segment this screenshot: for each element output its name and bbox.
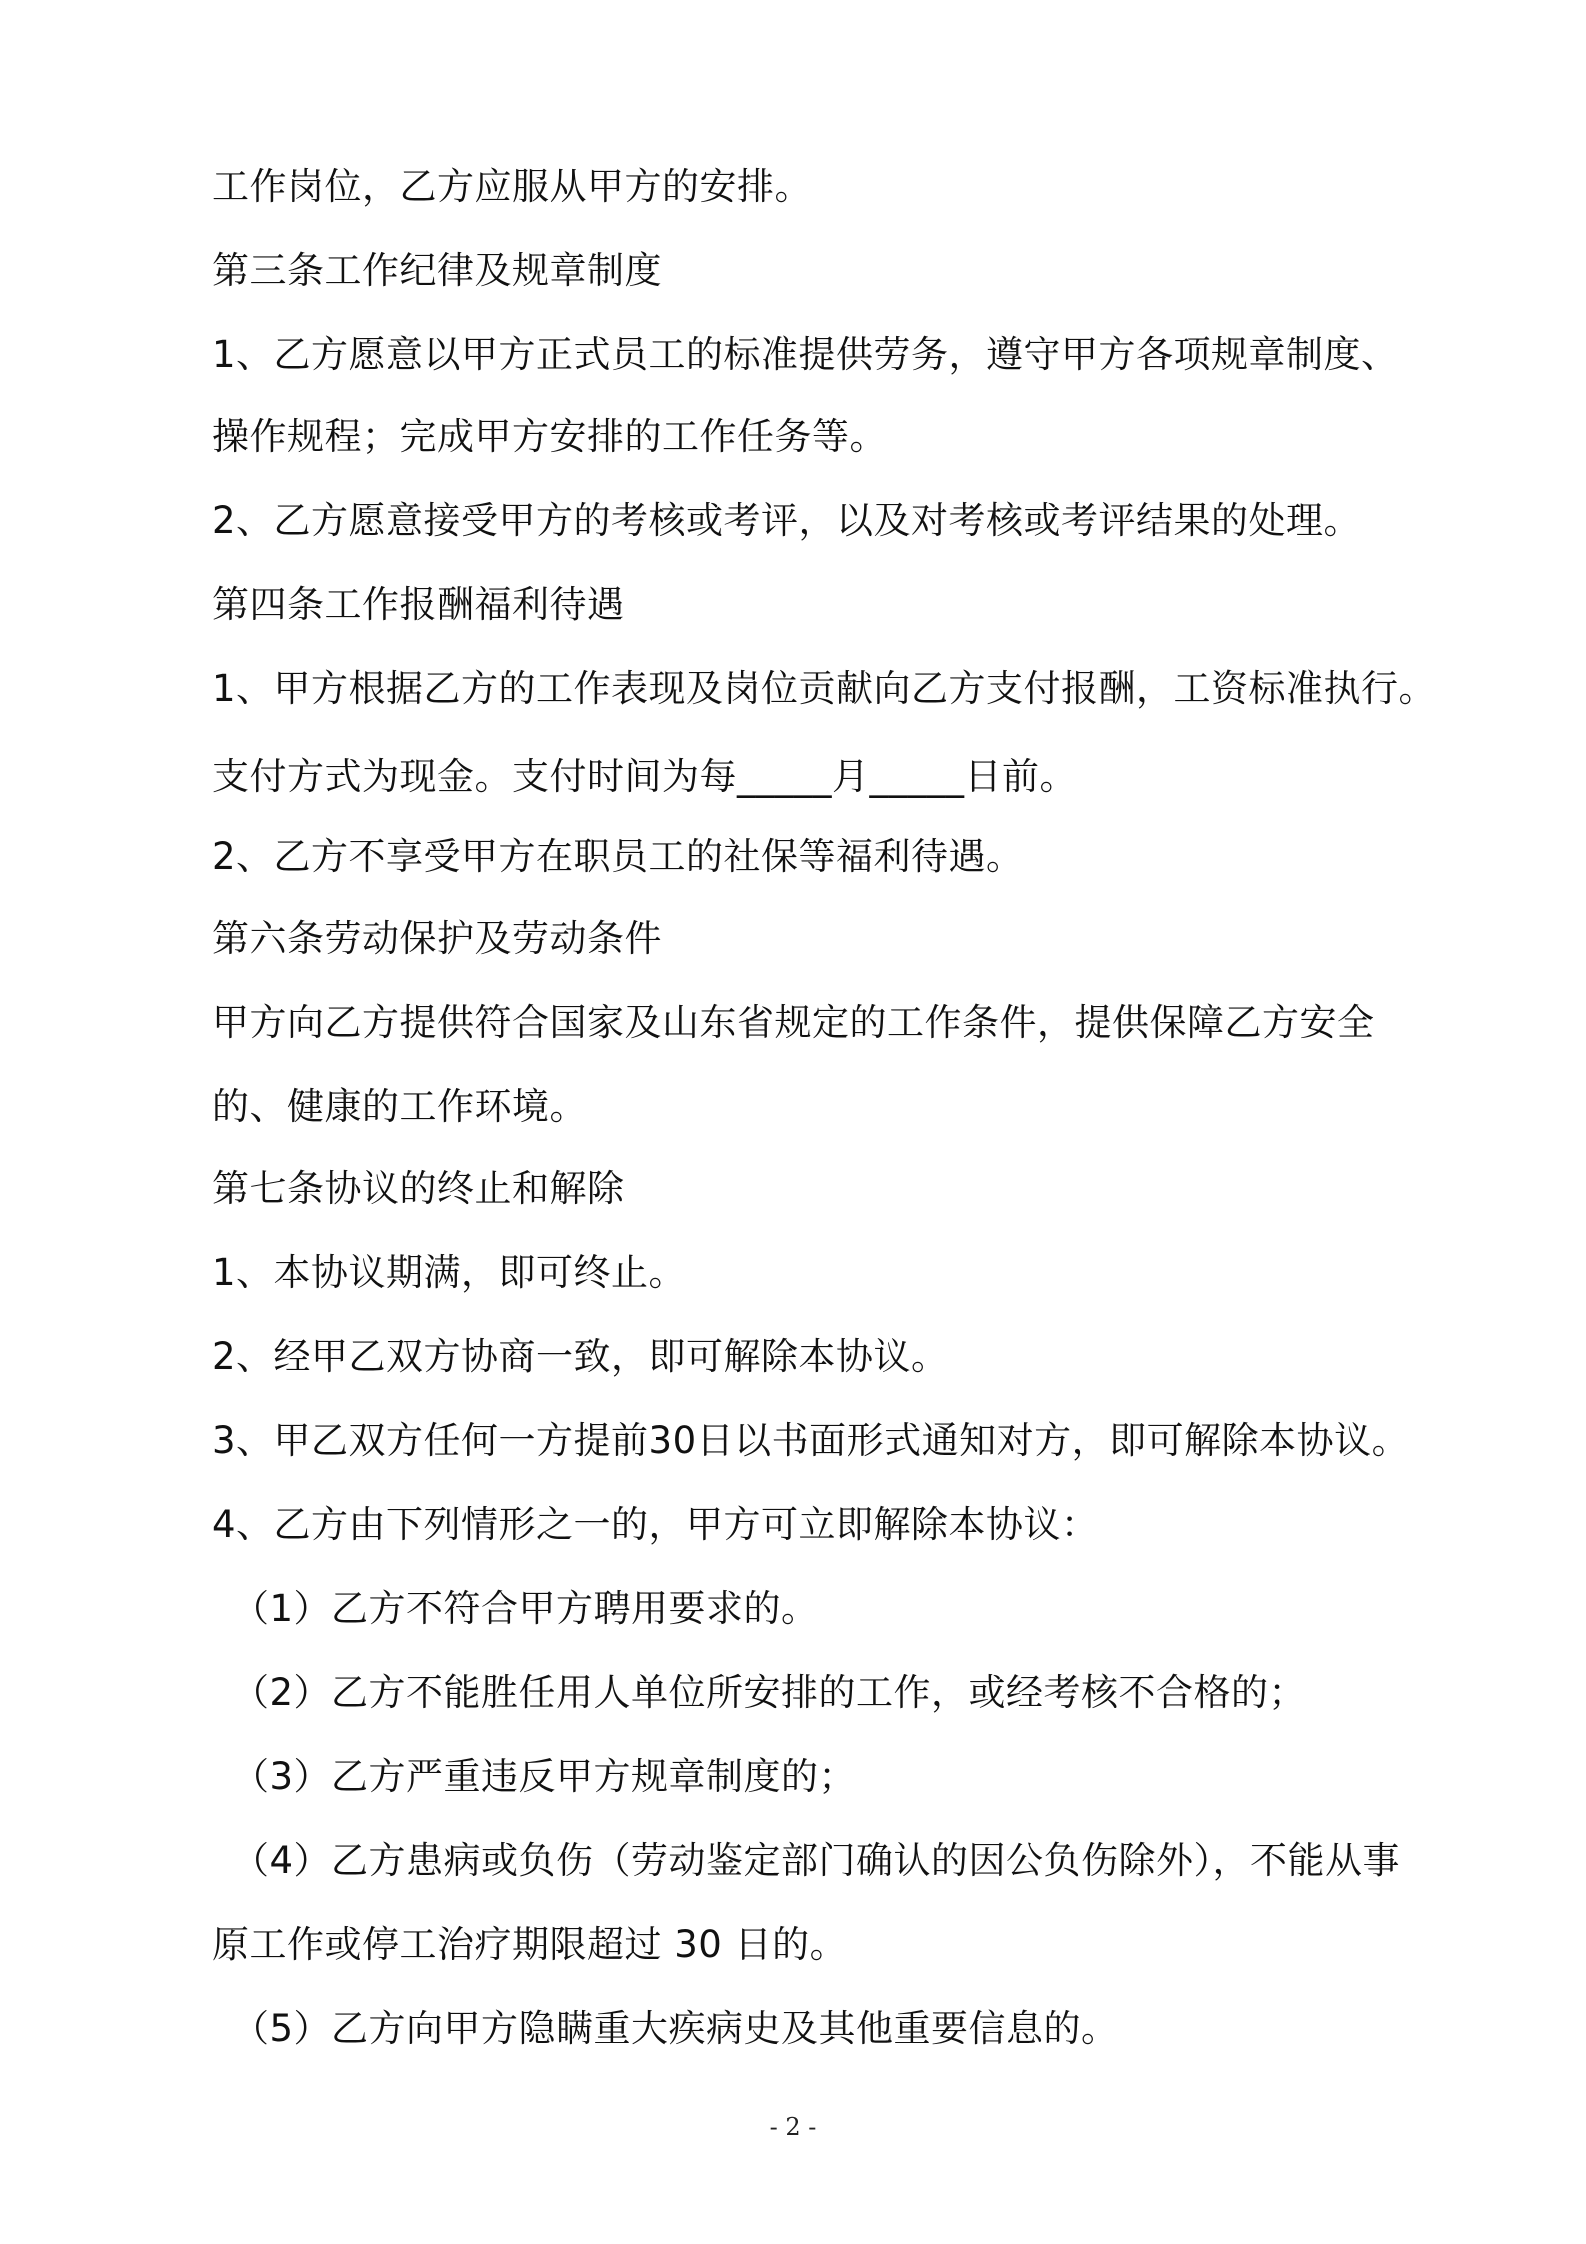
body-text-line: 3、甲乙双方任何一方提前30日以书面形式通知对方，即可解除本协议。 [212, 1419, 1410, 1462]
body-text-line: 甲方向乙方提供符合国家及山东省规定的工作条件，提供保障乙方安全 [212, 1001, 1375, 1044]
list-item: （5）乙方向甲方隐瞒重大疾病史及其他重要信息的。 [232, 2007, 1119, 2050]
body-text-line: 4、乙方由下列情形之一的，甲方可立即解除本协议： [212, 1503, 1099, 1546]
section-heading: 第六条劳动保护及劳动条件 [212, 917, 662, 960]
body-text-line: 2、乙方不享受甲方在职员工的社保等福利待遇。 [212, 835, 1024, 878]
section-heading: 第四条工作报酬福利待遇 [212, 583, 625, 626]
section-heading: 第三条工作纪律及规章制度 [212, 249, 662, 292]
body-text-line: 2、经甲乙双方协商一致，即可解除本协议。 [212, 1335, 949, 1378]
body-text-line: 支付方式为现金。支付时间为每_____月_____日前。 [212, 755, 1077, 798]
page-number: - 2 - [769, 2113, 817, 2141]
list-item: （2）乙方不能胜任用人单位所安排的工作，或经考核不合格的； [232, 1671, 1307, 1714]
body-text-line: 工作岗位，乙方应服从甲方的安排。 [212, 165, 812, 208]
body-text-line: 的、健康的工作环境。 [212, 1085, 587, 1128]
body-text-line: 1、本协议期满，即可终止。 [212, 1251, 687, 1294]
body-text-line: 1、乙方愿意以甲方正式员工的标准提供劳务，遵守甲方各项规章制度、 [212, 333, 1399, 376]
list-item: （3）乙方严重违反甲方规章制度的； [232, 1755, 857, 1798]
body-text-line: 1、甲方根据乙方的工作表现及岗位贡献向乙方支付报酬，工资标准执行。 [212, 667, 1437, 710]
list-item: （1）乙方不符合甲方聘用要求的。 [232, 1587, 819, 1630]
body-text-line: 原工作或停工治疗期限超过 30 日的。 [212, 1923, 848, 1966]
section-heading: 第七条协议的终止和解除 [212, 1167, 625, 1210]
body-text-line: 2、乙方愿意接受甲方的考核或考评，以及对考核或考评结果的处理。 [212, 499, 1362, 542]
list-item: （4）乙方患病或负伤（劳动鉴定部门确认的因公负伤除外），不能从事 [232, 1839, 1401, 1882]
body-text-line: 操作规程；完成甲方安排的工作任务等。 [212, 415, 887, 458]
